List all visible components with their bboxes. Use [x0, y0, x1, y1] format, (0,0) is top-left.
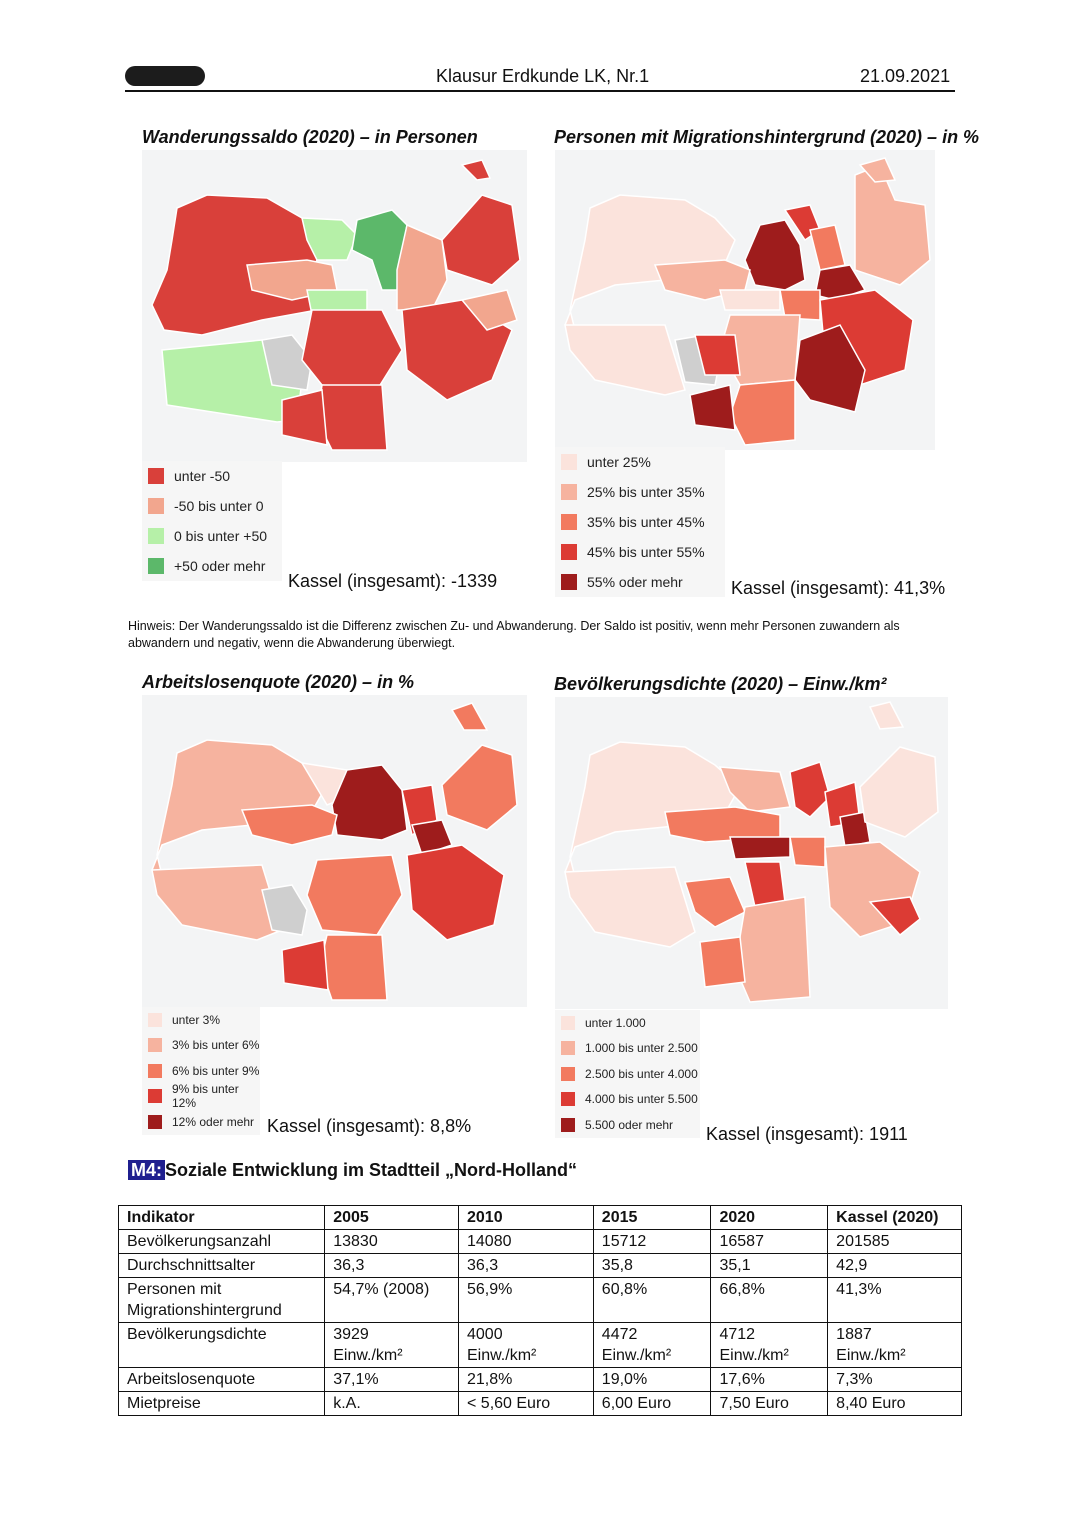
- table-row: [119, 1368, 962, 1392]
- legend-label: 9% bis unter 12%: [172, 1082, 239, 1111]
- legend-swatch: [561, 574, 577, 590]
- table-value: 1887: [836, 1326, 872, 1343]
- legend-swatch: [561, 514, 577, 530]
- legend-item: [555, 567, 725, 597]
- table-value: 4472: [601, 1326, 638, 1343]
- legend-swatch: [561, 1092, 575, 1106]
- legend-arbeitslosenquote: [142, 1007, 260, 1135]
- map-title-migration: Personen mit Migrationshintergrund (2020) – in %: [554, 127, 980, 147]
- legend-label: 4.000 bis unter 5.500: [585, 1092, 698, 1107]
- table-cell: [459, 1323, 594, 1368]
- legend-label: 12% oder mehr: [172, 1114, 255, 1129]
- legend-swatch: [561, 454, 577, 470]
- legend-label: 1.000 bis unter 2.500: [585, 1041, 698, 1056]
- legend-item: [142, 491, 282, 521]
- legend-item: [555, 1087, 700, 1113]
- legend-swatch: [148, 498, 164, 514]
- legend-item: [142, 1033, 260, 1059]
- table-cell: [119, 1278, 325, 1323]
- table-cell: Mietpreise: [119, 1392, 325, 1416]
- table-cell: 35,1: [711, 1254, 828, 1278]
- kassel-total-wanderungssaldo: Kassel (insgesamt): -1339: [288, 571, 498, 591]
- kassel-total-migration: Kassel (insgesamt): 41,3%: [731, 578, 946, 598]
- table-cell: 13830: [325, 1230, 459, 1254]
- table-cell: 21,8%: [459, 1368, 594, 1392]
- table-cell: 19,0%: [593, 1368, 711, 1392]
- table-unit: Einw./km²: [333, 1347, 403, 1364]
- hinweis-note: Hinweis: Der Wanderungssaldo ist die Differenz zwischen Zu- und Abwanderung. Der Saldo ist positiv, wenn mehr Personen zuwandern als abwandern und negativ, wenn die Abwanderung überwiegt.: [128, 619, 900, 650]
- legend-label: unter 1.000: [585, 1015, 646, 1030]
- table-value: 3929: [333, 1326, 369, 1343]
- map-title-arbeitslosenquote: Arbeitslosenquote (2020) – in %: [142, 672, 415, 692]
- table-cell: k.A.: [325, 1392, 459, 1416]
- legend-label: 55% oder mehr: [587, 574, 683, 590]
- table-unit: Einw./km²: [836, 1347, 906, 1364]
- table-cell: 14080: [459, 1230, 594, 1254]
- redacted-name: [125, 66, 205, 86]
- legend-item: [555, 507, 725, 537]
- map-title-wanderungssaldo: Wanderungssaldo (2020) – in Personen: [142, 127, 478, 147]
- legend-swatch: [148, 1038, 162, 1052]
- table-cell: 36,3: [459, 1254, 594, 1278]
- legend-swatch: [148, 558, 164, 574]
- table-cell: [325, 1323, 459, 1368]
- table-cell: 201585: [828, 1230, 962, 1254]
- table-cell: 60,8%: [593, 1278, 711, 1323]
- table-header: 2005: [325, 1206, 459, 1230]
- indicator-table: [118, 1205, 962, 1416]
- legend-label: 5.500 oder mehr: [585, 1117, 674, 1132]
- table-cell: 7,50 Euro: [711, 1392, 828, 1416]
- table-cell: Bevölkerungsdichte: [119, 1323, 325, 1368]
- legend-label: -50 bis unter 0: [174, 498, 264, 514]
- table-cell: 37,1%: [325, 1368, 459, 1392]
- table-unit: Einw./km²: [467, 1347, 537, 1364]
- table-value: 4000: [467, 1326, 503, 1343]
- legend-item: [142, 1084, 260, 1110]
- table-cell: 36,3: [325, 1254, 459, 1278]
- table-cell: 35,8: [593, 1254, 711, 1278]
- table-cell: 8,40 Euro: [828, 1392, 962, 1416]
- map-bevoelkerungsdichte: [555, 697, 948, 1009]
- legend-item: [555, 1010, 700, 1036]
- kassel-total-bevoelkerungsdichte: Kassel (insgesamt): 1911: [706, 1124, 908, 1144]
- table-value: 4712: [719, 1326, 756, 1343]
- table-cell-line: Personen mit: [127, 1281, 222, 1298]
- table-header: Kassel (2020): [828, 1206, 962, 1230]
- table-cell: 66,8%: [711, 1278, 828, 1323]
- table-cell: Arbeitslosenquote: [119, 1368, 325, 1392]
- table-row: [119, 1392, 962, 1416]
- legend-label: 2.500 bis unter 4.000: [585, 1066, 698, 1081]
- legend-label: 6% bis unter 9%: [172, 1063, 260, 1078]
- map-arbeitslosenquote: [142, 695, 527, 1007]
- legend-swatch: [148, 1115, 162, 1129]
- table-row: [119, 1254, 962, 1278]
- legend-swatch: [148, 528, 164, 544]
- m4-tag: M4:: [128, 1160, 165, 1180]
- legend-item: [555, 1036, 700, 1062]
- map-wanderungssaldo: [142, 150, 527, 462]
- table-cell: 41,3%: [828, 1278, 962, 1323]
- table-row: [119, 1278, 962, 1323]
- legend-item: [142, 461, 282, 491]
- legend-label: 45% bis unter 55%: [587, 544, 705, 560]
- header-rule: [125, 90, 955, 92]
- table-header: 2010: [459, 1206, 594, 1230]
- legend-item: [555, 1112, 700, 1138]
- table-cell: 15712: [593, 1230, 711, 1254]
- legend-swatch: [561, 544, 577, 560]
- table-cell: Durchschnittsalter: [119, 1254, 325, 1278]
- legend-swatch: [561, 1067, 575, 1081]
- table-cell-line: Migrationshintergrund: [127, 1302, 282, 1319]
- m4-title: Soziale Entwicklung im Stadtteil „Nord-Holland“: [165, 1160, 578, 1180]
- legend-swatch: [561, 1041, 575, 1055]
- legend-item: [555, 1061, 700, 1087]
- legend-item: [555, 537, 725, 567]
- legend-swatch: [561, 484, 577, 500]
- table-cell: 6,00 Euro: [593, 1392, 711, 1416]
- table-cell: 16587: [711, 1230, 828, 1254]
- table-cell: [711, 1323, 828, 1368]
- legend-swatch: [148, 1089, 162, 1103]
- legend-item: [142, 1109, 260, 1135]
- legend-item: [555, 447, 725, 477]
- legend-swatch: [561, 1016, 575, 1030]
- table-row: [119, 1230, 962, 1254]
- legend-label: 3% bis unter 6%: [172, 1038, 260, 1053]
- legend-swatch: [148, 468, 164, 484]
- table-header: 2020: [711, 1206, 828, 1230]
- legend-label: 25% bis unter 35%: [587, 484, 705, 500]
- legend-swatch: [148, 1064, 162, 1078]
- legend-item: [142, 551, 282, 581]
- table-cell: [593, 1323, 711, 1368]
- table-cell: 17,6%: [711, 1368, 828, 1392]
- exam-date: 21.09.2021: [860, 66, 951, 86]
- legend-bevoelkerungsdichte: [555, 1010, 700, 1138]
- legend-item: [142, 521, 282, 551]
- legend-label: +50 oder mehr: [174, 558, 266, 574]
- legend-item: [142, 1007, 260, 1033]
- table-cell: < 5,60 Euro: [459, 1392, 594, 1416]
- table-cell: Bevölkerungsanzahl: [119, 1230, 325, 1254]
- legend-swatch: [561, 1118, 575, 1132]
- legend-label: 0 bis unter +50: [174, 528, 268, 544]
- table-cell: [828, 1323, 962, 1368]
- exam-title: Klausur Erdkunde LK, Nr.1: [436, 66, 650, 86]
- legend-wanderungssaldo: [142, 461, 282, 581]
- map-migration: [555, 150, 935, 450]
- legend-label: unter 3%: [172, 1012, 221, 1027]
- legend-label: unter 25%: [587, 454, 651, 470]
- table-header-row: [119, 1206, 962, 1230]
- table-unit: Einw./km²: [719, 1347, 789, 1364]
- table-header: 2015: [593, 1206, 711, 1230]
- kassel-total-arbeitslosenquote: Kassel (insgesamt): 8,8%: [267, 1116, 472, 1136]
- map-title-bevoelkerungsdichte: Bevölkerungsdichte (2020) – Einw./km²: [554, 674, 887, 694]
- legend-migration: [555, 447, 725, 597]
- table-cell: 7,3%: [828, 1368, 962, 1392]
- table-cell: 54,7% (2008): [325, 1278, 459, 1323]
- m4-heading: [128, 1160, 577, 1181]
- table-cell: 56,9%: [459, 1278, 594, 1323]
- legend-swatch: [148, 1013, 162, 1027]
- legend-label: unter -50: [174, 468, 231, 484]
- legend-label: 35% bis unter 45%: [587, 514, 705, 530]
- legend-item: [142, 1058, 260, 1084]
- legend-item: [555, 477, 725, 507]
- table-cell: 42,9: [828, 1254, 962, 1278]
- table-header: Indikator: [119, 1206, 325, 1230]
- table-unit: Einw./km²: [601, 1347, 672, 1364]
- table-row: [119, 1323, 962, 1368]
